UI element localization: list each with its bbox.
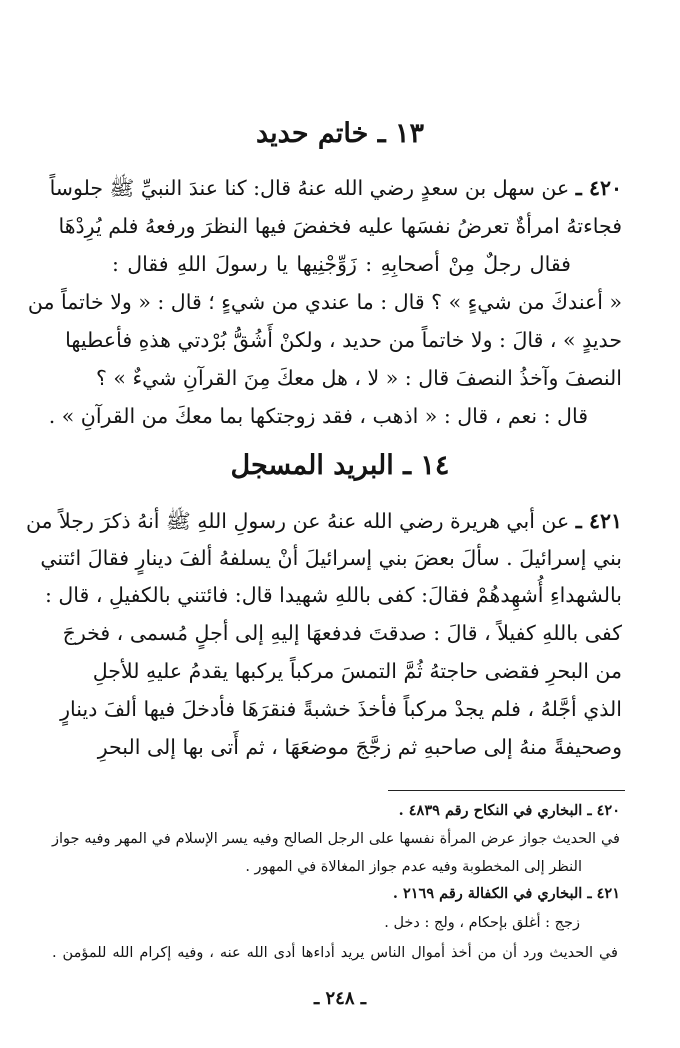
hadith-text: عن أبي هريرة رضي الله عنهُ عن رسولِ اللهِ ﷺ أنهُ ذكرَ رجلاً من (25, 509, 570, 533)
section-heading-13: ١٣ ـ خاتم حديد (255, 118, 425, 149)
section-heading-14: ١٤ ـ البريد المسجل (230, 450, 450, 481)
footnote-420-note: النظر إلى المخطوبة وفيه عدم جواز المغالاة في المهور . (245, 859, 582, 875)
hadith-line (49, 171, 622, 205)
hadith-line: من البحرِ فقضى حاجتهُ ثُمَّ التمسَ مركباً يركبها يقدمُ عليهِ للأجلِ (92, 659, 622, 683)
footnote-421-reference: ٤٢١ ـ البخاري في الكفالة رقم ٢١٦٩ . (392, 885, 620, 902)
hadith-line: بني إسرائيلَ . سألَ بعضَ بني إسرائيلَ أنْ يسلفهُ ألفَ دينارٍ فقالَ ائتني (40, 546, 622, 570)
hadith-line: فقال رجلٌ مِنْ أصحابِهِ : زَوِّجْنِيها يا رسولَ اللهِ فقال : (112, 252, 571, 276)
footnote-421-gloss: زجج : أغلق بإحكام ، ولج : دخل . (384, 915, 580, 931)
hadith-line: قال : نعم ، قال : « اذهب ، فقد زوجتكها بما معكَ من القرآنِ » . (48, 404, 588, 428)
hadith-number-421: ٤٢١ ـ (575, 509, 622, 533)
footnote-421-note: في الحديث ورد أن من أخذ أموال الناس يريد أداءها أدى الله عنه ، وفيه إكرام الله للمؤمن . (52, 945, 618, 961)
hadith-line: فجاءتهُ امرأةٌ تعرضُ نفسَها عليه فخفضَ فيها النظرَ ورفعهُ فلم يُرِدْهَا (58, 214, 622, 238)
hadith-line: وصحيفةً منهُ إلى صاحبهِ ثم زجَّجَ موضعَهَا ، ثم أَتى بها إلى البحرِ (97, 735, 622, 759)
hadith-line (25, 504, 622, 538)
hadith-text: عن سهل بن سعدٍ رضي الله عنهُ قال: كنا عندَ النبيِّ ﷺ جلوساً (49, 176, 570, 200)
hadith-line: النصفَ وآخذُ النصفَ قال : « لا ، هل معكَ مِنَ القرآنِ شيءٌ » ؟ (96, 366, 622, 390)
footnote-420-reference: ٤٢٠ ـ البخاري في النكاح رقم ٤٨٣٩ . (398, 802, 620, 819)
hadith-line: كفى باللهِ كفيلاً ، قالَ : صدقتَ فدفعهَا إليهِ إلى أجلٍ مُسمى ، فخرجَ (62, 621, 622, 645)
hadith-line: « أعندكَ من شيءٍ » ؟ قال : ما عندي من شيءٍ ؛ قال : « ولا خاتماً من (27, 290, 622, 314)
footnote-divider (388, 790, 625, 791)
hadith-number-420: ٤٢٠ ـ (575, 176, 622, 200)
hadith-line: بالشهداءِ أُشهِدهُمْ فقالَ: كفى باللهِ شهيدا قال: فائتني بالكفيلِ ، قال : (44, 583, 622, 607)
hadith-line: الذي أجَّلهُ ، فلم يجدْ مركباً فأخذَ خشبةً فنقرَهَا فأدخلَ فيها ألفَ دينارٍ (60, 697, 622, 721)
page-number: ـ ٢٤٨ ـ (313, 988, 367, 1009)
footnote-420-note: في الحديث جواز عرض المرأة نفسها على الرجل الصالح وفيه يسر الإسلام في المهر وفيه جواز (52, 831, 620, 847)
hadith-line: حديدٍ » ، قالَ : ولا خاتماً من حديد ، ولكنْ أَشُقُّ بُرْدتي هذهِ فأعطيها (65, 328, 622, 352)
